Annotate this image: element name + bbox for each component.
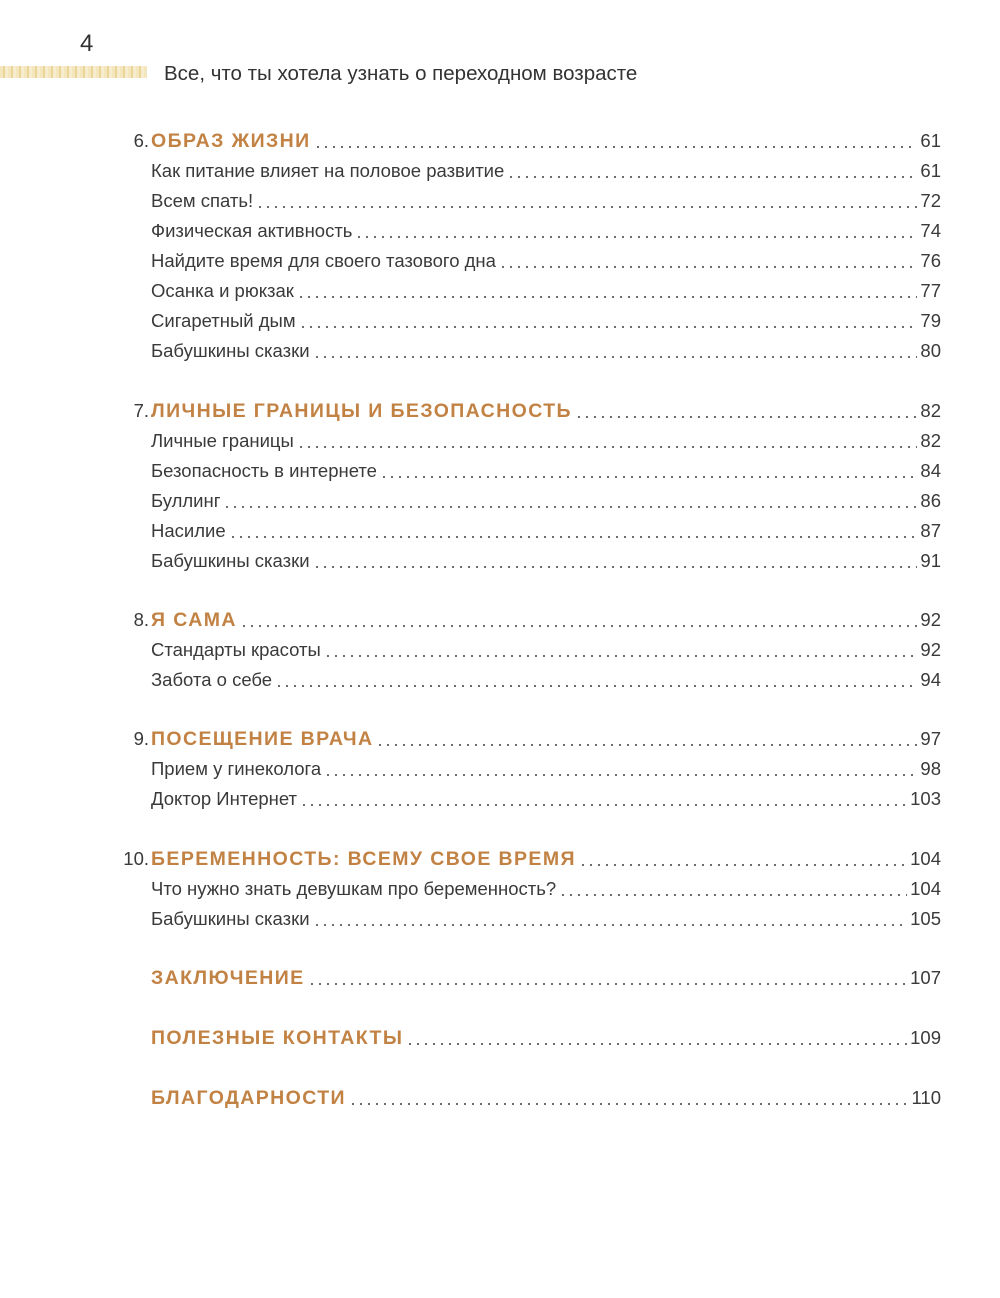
page-ref: 87 bbox=[920, 520, 941, 541]
chapter-title: БЛАГОДАРНОСТИ bbox=[151, 1087, 346, 1109]
dot-leader bbox=[299, 326, 918, 328]
dot-leader bbox=[579, 864, 907, 866]
section-title: Забота о себе bbox=[151, 669, 273, 690]
dot-leader bbox=[324, 774, 917, 776]
toc-section-entry[interactable] bbox=[151, 338, 941, 364]
toc-section-entry[interactable] bbox=[151, 756, 941, 782]
dot-leader bbox=[313, 356, 918, 358]
toc-section-entry[interactable] bbox=[151, 218, 941, 244]
toc-chapter-entry[interactable] bbox=[151, 965, 941, 991]
toc-chapter-entry[interactable] bbox=[133, 726, 941, 752]
section-title: Бабушкины сказки bbox=[151, 340, 310, 361]
dot-leader bbox=[223, 506, 917, 508]
toc-section-entry[interactable] bbox=[151, 548, 941, 574]
chapter-title: БЕРЕМЕННОСТЬ: ВСЕМУ СВОЕ ВРЕМЯ bbox=[151, 848, 576, 870]
section-title: Стандарты красоты bbox=[151, 639, 321, 660]
page-ref: 82 bbox=[920, 400, 941, 421]
dot-leader bbox=[300, 804, 907, 806]
chapter-title: ПОСЕЩЕНИЕ ВРАЧА bbox=[151, 728, 374, 750]
toc-chapter-entry[interactable] bbox=[151, 1085, 941, 1111]
chapter-number: 9. bbox=[133, 728, 149, 749]
page-ref: 84 bbox=[920, 460, 941, 481]
page-ref: 94 bbox=[920, 669, 941, 690]
dot-leader bbox=[355, 236, 917, 238]
dot-leader bbox=[229, 536, 918, 538]
chapter-number: 6. bbox=[133, 130, 149, 151]
toc-section-entry[interactable] bbox=[151, 458, 941, 484]
chapter-title: ЛИЧНЫЕ ГРАНИЦЫ И БЕЗОПАСНОСТЬ bbox=[151, 400, 572, 422]
page-ref: 110 bbox=[911, 1087, 941, 1108]
section-title: Бабушкины сказки bbox=[151, 908, 310, 929]
chapter-title: ПОЛЕЗНЫЕ КОНТАКТЫ bbox=[151, 1027, 404, 1049]
page-ref: 109 bbox=[910, 1027, 941, 1048]
toc-section-entry[interactable] bbox=[151, 906, 941, 932]
page-ref: 61 bbox=[920, 130, 941, 151]
section-title: Всем спать! bbox=[151, 190, 254, 211]
toc-chapter-entry[interactable] bbox=[133, 607, 941, 633]
page-ref: 97 bbox=[920, 728, 941, 749]
dot-leader bbox=[376, 744, 917, 746]
section-title: Найдите время для своего тазового дна bbox=[151, 250, 496, 271]
page-number: 4 bbox=[80, 30, 94, 57]
dot-leader bbox=[575, 416, 917, 418]
section-title: Безопасность в интернете bbox=[151, 460, 377, 481]
dot-leader bbox=[297, 446, 918, 448]
dot-leader bbox=[559, 894, 907, 896]
section-title: Бабушкины сказки bbox=[151, 550, 310, 571]
page-ref: 105 bbox=[910, 908, 941, 929]
dot-leader bbox=[275, 685, 917, 687]
page-ref: 86 bbox=[920, 490, 941, 511]
toc-section-entry[interactable] bbox=[151, 188, 941, 214]
dot-leader bbox=[314, 146, 918, 148]
page-ref: 92 bbox=[920, 639, 941, 660]
toc-section-entry[interactable] bbox=[151, 667, 941, 693]
page-ref: 98 bbox=[920, 758, 941, 779]
toc-section-entry[interactable] bbox=[151, 518, 941, 544]
page-ref: 61 bbox=[920, 160, 941, 181]
toc-section-entry[interactable] bbox=[151, 786, 941, 812]
page-ref: 104 bbox=[910, 848, 941, 869]
chapter-title: ЗАКЛЮЧЕНИЕ bbox=[151, 967, 305, 989]
section-title: Личные границы bbox=[151, 430, 294, 451]
section-title: Доктор Интернет bbox=[151, 788, 298, 809]
page-ref: 74 bbox=[920, 220, 941, 241]
page-ref: 91 bbox=[920, 550, 941, 571]
dot-leader bbox=[308, 983, 908, 985]
toc-section-entry[interactable] bbox=[151, 637, 941, 663]
page-ref: 82 bbox=[920, 430, 941, 451]
dot-leader bbox=[256, 206, 917, 208]
page-ref: 92 bbox=[920, 609, 941, 630]
page-ref: 77 bbox=[920, 280, 941, 301]
page-ref: 76 bbox=[920, 250, 941, 271]
dot-leader bbox=[499, 266, 917, 268]
chapter-number: 10. bbox=[123, 848, 149, 869]
chapter-title: ОБРАЗ ЖИЗНИ bbox=[151, 130, 311, 152]
page-ref: 103 bbox=[910, 788, 941, 809]
toc-chapter-entry[interactable] bbox=[133, 128, 941, 154]
section-title: Прием у гинеколога bbox=[151, 758, 322, 779]
toc-section-entry[interactable] bbox=[151, 308, 941, 334]
dot-leader bbox=[240, 625, 918, 627]
toc-section-entry[interactable] bbox=[151, 488, 941, 514]
header-decorative-stripe bbox=[0, 66, 147, 78]
section-title: Физическая активность bbox=[151, 220, 353, 241]
page-ref: 72 bbox=[920, 190, 941, 211]
toc-section-entry[interactable] bbox=[151, 876, 941, 902]
page-ref: 104 bbox=[910, 878, 941, 899]
page-ref: 79 bbox=[920, 310, 941, 331]
section-title: Сигаретный дым bbox=[151, 310, 296, 331]
section-title: Буллинг bbox=[151, 490, 221, 511]
toc-section-entry[interactable] bbox=[151, 428, 941, 454]
toc-chapter-entry[interactable] bbox=[123, 846, 941, 872]
running-title: Все, что ты хотела узнать о переходном возрасте bbox=[164, 62, 638, 85]
dot-leader bbox=[507, 176, 917, 178]
section-title: Насилие bbox=[151, 520, 226, 541]
dot-leader bbox=[324, 655, 918, 657]
section-title: Как питание влияет на половое развитие bbox=[151, 160, 505, 181]
chapter-title: Я САМА bbox=[151, 609, 237, 631]
chapter-number: 8. bbox=[133, 609, 149, 630]
dot-leader bbox=[380, 476, 917, 478]
dot-leader bbox=[313, 566, 918, 568]
chapter-number: 7. bbox=[133, 400, 149, 421]
dot-leader bbox=[313, 924, 908, 926]
toc-section-entry[interactable] bbox=[151, 278, 941, 304]
toc-section-entry[interactable] bbox=[151, 248, 941, 274]
dot-leader bbox=[406, 1043, 907, 1045]
dot-leader bbox=[297, 296, 918, 298]
section-title: Что нужно знать девушкам про беременность? bbox=[151, 878, 557, 899]
toc-chapter-entry[interactable] bbox=[151, 1025, 941, 1051]
page-ref: 80 bbox=[920, 340, 941, 361]
toc-section-entry[interactable] bbox=[151, 158, 941, 184]
toc-chapter-entry[interactable] bbox=[133, 398, 941, 424]
section-title: Осанка и рюкзак bbox=[151, 280, 294, 301]
page-ref: 107 bbox=[910, 967, 941, 988]
dot-leader bbox=[349, 1103, 909, 1105]
